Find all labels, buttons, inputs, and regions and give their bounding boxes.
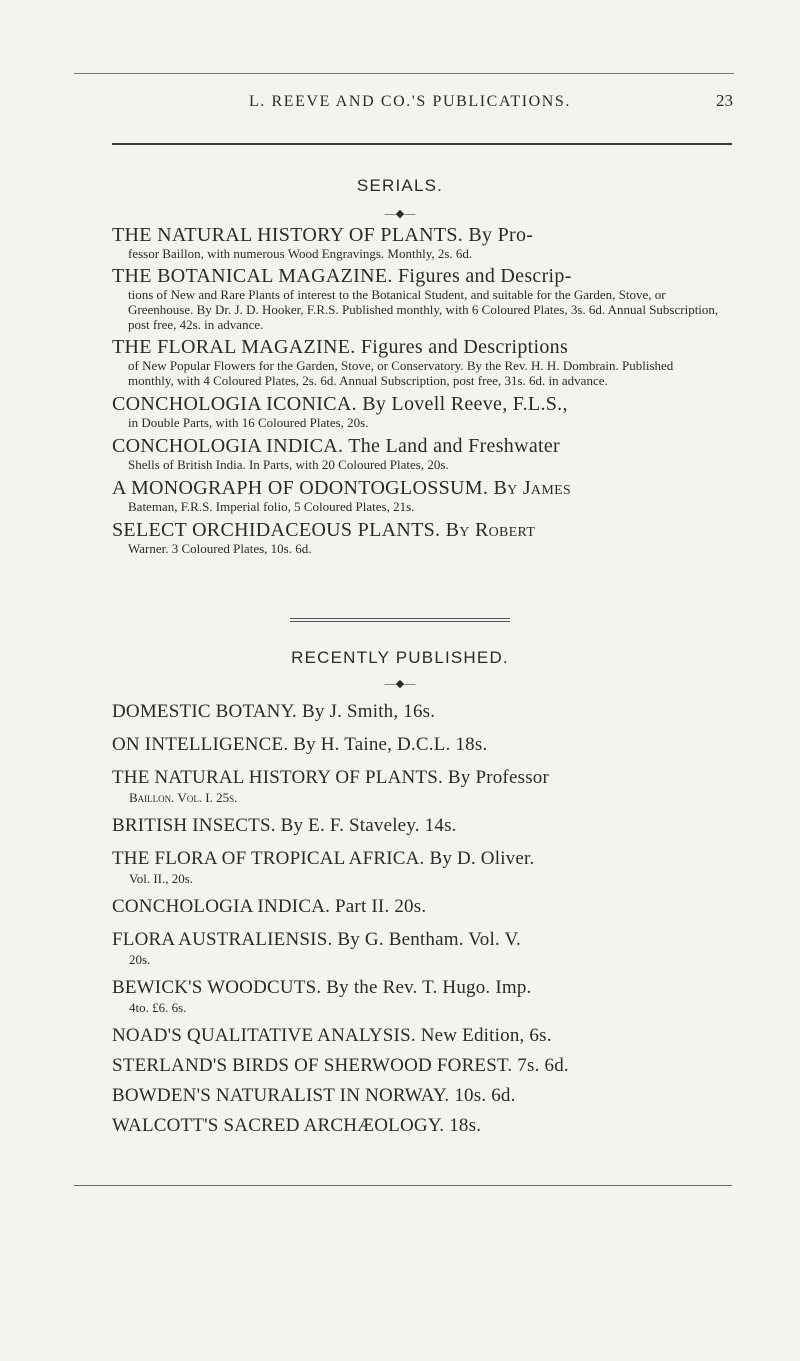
recent-entry xyxy=(112,733,722,756)
entry-title-rest: By Pro- xyxy=(463,224,534,246)
recent-ornament: —◆— xyxy=(384,678,416,690)
entry-title-rest: By J. Smith, 16s. xyxy=(297,701,436,722)
serial-entry xyxy=(112,520,722,556)
serial-entry xyxy=(112,337,722,388)
serial-entry xyxy=(112,436,722,472)
entry-description: Baillon. Vol. I. 25s. xyxy=(129,790,238,805)
entry-title: STERLAND'S BIRDS OF SHERWOOD FOREST. xyxy=(112,1055,513,1076)
entry-title-rest: Part II. 20s. xyxy=(330,896,427,917)
section-divider xyxy=(290,621,510,622)
entry-description: Vol. II., 20s. xyxy=(129,871,194,886)
entry-description: of New Popular Flowers for the Garden, Stove, or Conservatory. By the Rev. H. H. Dombrain. Published monthly, with 4 Coloured Plates, 2s. 6d. Annual Subscription, post free, 31s. 6d. in advance. xyxy=(128,358,674,388)
recent-entry xyxy=(112,1024,722,1047)
entry-title-rest: By H. Taine, D.C.L. 18s. xyxy=(288,734,488,755)
entry-title: BEWICK'S WOODCUTS. xyxy=(112,977,322,998)
recent-entry xyxy=(112,847,722,887)
entry-title-rest: By D. Oliver. xyxy=(424,848,535,869)
entry-title: ON INTELLIGENCE. xyxy=(112,734,289,755)
serials-list xyxy=(112,225,722,556)
recent-list xyxy=(112,700,722,1137)
recent-entry xyxy=(112,1054,722,1077)
entry-title: DOMESTIC BOTANY. xyxy=(112,701,298,722)
entry-title-rest: By Robert xyxy=(440,519,536,541)
recent-entry xyxy=(112,976,722,1016)
serial-entry xyxy=(112,478,722,514)
entry-title: CONCHOLOGIA INDICA. xyxy=(112,435,344,457)
entry-title: CONCHOLOGIA ICONICA. xyxy=(112,393,357,415)
recent-entry xyxy=(112,814,722,837)
recent-entry xyxy=(112,1084,722,1107)
entry-description: Warner. 3 Coloured Plates, 10s. 6d. xyxy=(128,541,312,556)
entry-title-rest: 18s. xyxy=(444,1115,482,1136)
entry-title: SELECT ORCHIDACEOUS PLANTS. xyxy=(112,519,441,541)
recent-entry xyxy=(112,700,722,723)
entry-title-rest: By the Rev. T. Hugo. Imp. xyxy=(321,977,532,998)
entry-description: fessor Baillon, with numerous Wood Engravings. Monthly, 2s. 6d. xyxy=(128,246,473,261)
serial-entry xyxy=(112,266,722,332)
entry-title-rest: By James xyxy=(488,477,572,499)
entry-title-rest: 10s. 6d. xyxy=(449,1085,516,1106)
running-header: L. REEVE AND CO.'S PUBLICATIONS. xyxy=(248,93,572,110)
section-divider xyxy=(290,618,510,619)
entry-description: 4to. £6. 6s. xyxy=(129,1000,187,1015)
entry-title-rest: By Professor xyxy=(442,767,550,788)
entry-title: BOWDEN'S NATURALIST IN NORWAY. xyxy=(112,1085,450,1106)
entry-title: NOAD'S QUALITATIVE ANALYSIS. xyxy=(112,1025,416,1046)
serials-heading: SERIALS. xyxy=(356,176,444,195)
recent-heading: RECENTLY PUBLISHED. xyxy=(291,648,509,667)
entry-title-rest: By Lovell Reeve, F.L.S., xyxy=(356,393,568,415)
entry-description: Bateman, F.R.S. Imperial folio, 5 Coloured Plates, 21s. xyxy=(128,499,415,514)
entry-title-rest: By E. F. Staveley. 14s. xyxy=(275,815,457,836)
serial-entry xyxy=(112,225,722,261)
recent-entry xyxy=(112,766,722,806)
entry-description: Shells of British India. In Parts, with 20 Coloured Plates, 20s. xyxy=(128,457,449,472)
entry-title: BRITISH INSECTS. xyxy=(112,815,276,836)
entry-title-rest: By G. Bentham. Vol. V. xyxy=(332,929,521,950)
entry-title-rest: 7s. 6d. xyxy=(512,1055,569,1076)
entry-title: THE NATURAL HISTORY OF PLANTS. xyxy=(112,767,443,788)
entry-title-rest: Figures and Descrip- xyxy=(392,265,572,287)
entry-title: THE NATURAL HISTORY OF PLANTS. xyxy=(112,224,464,246)
serials-ornament: —◆— xyxy=(384,208,416,220)
entry-title-rest: The Land and Freshwater xyxy=(343,435,561,457)
entry-title: CONCHOLOGIA INDICA. xyxy=(112,896,331,917)
serial-entry xyxy=(112,394,722,430)
recent-entry xyxy=(112,1114,722,1137)
entry-title: A MONOGRAPH OF ODONTOGLOSSUM. xyxy=(112,477,489,499)
header-rule xyxy=(112,143,732,145)
recent-entry xyxy=(112,928,722,968)
bottom-border-rule xyxy=(74,1185,732,1186)
page-number: 23 xyxy=(716,91,733,110)
entry-description: tions of New and Rare Plants of interest to the Botanical Student, and suitable for the Garden, Stove, or Greenhouse. By Dr. J. D. Hooker, F.R.S. Published monthly, with 6 Coloured Plates, 3s. 6d. Annual Subscription, post free, 42s. in advance. xyxy=(128,287,719,332)
entry-description: 20s. xyxy=(129,952,151,967)
entry-title-rest: New Edition, 6s. xyxy=(415,1025,552,1046)
entry-description: in Double Parts, with 16 Coloured Plates, 20s. xyxy=(128,415,369,430)
entry-title: THE FLORAL MAGAZINE. xyxy=(112,336,356,358)
top-border-rule xyxy=(74,73,734,74)
entry-title: THE FLORA OF TROPICAL AFRICA. xyxy=(112,848,425,869)
recent-entry xyxy=(112,895,722,918)
entry-title: THE BOTANICAL MAGAZINE. xyxy=(112,265,393,287)
entry-title: FLORA AUSTRALIENSIS. xyxy=(112,929,333,950)
entry-title-rest: Figures and Descriptions xyxy=(355,336,569,358)
entry-title: WALCOTT'S SACRED ARCHÆOLOGY. xyxy=(112,1115,445,1136)
